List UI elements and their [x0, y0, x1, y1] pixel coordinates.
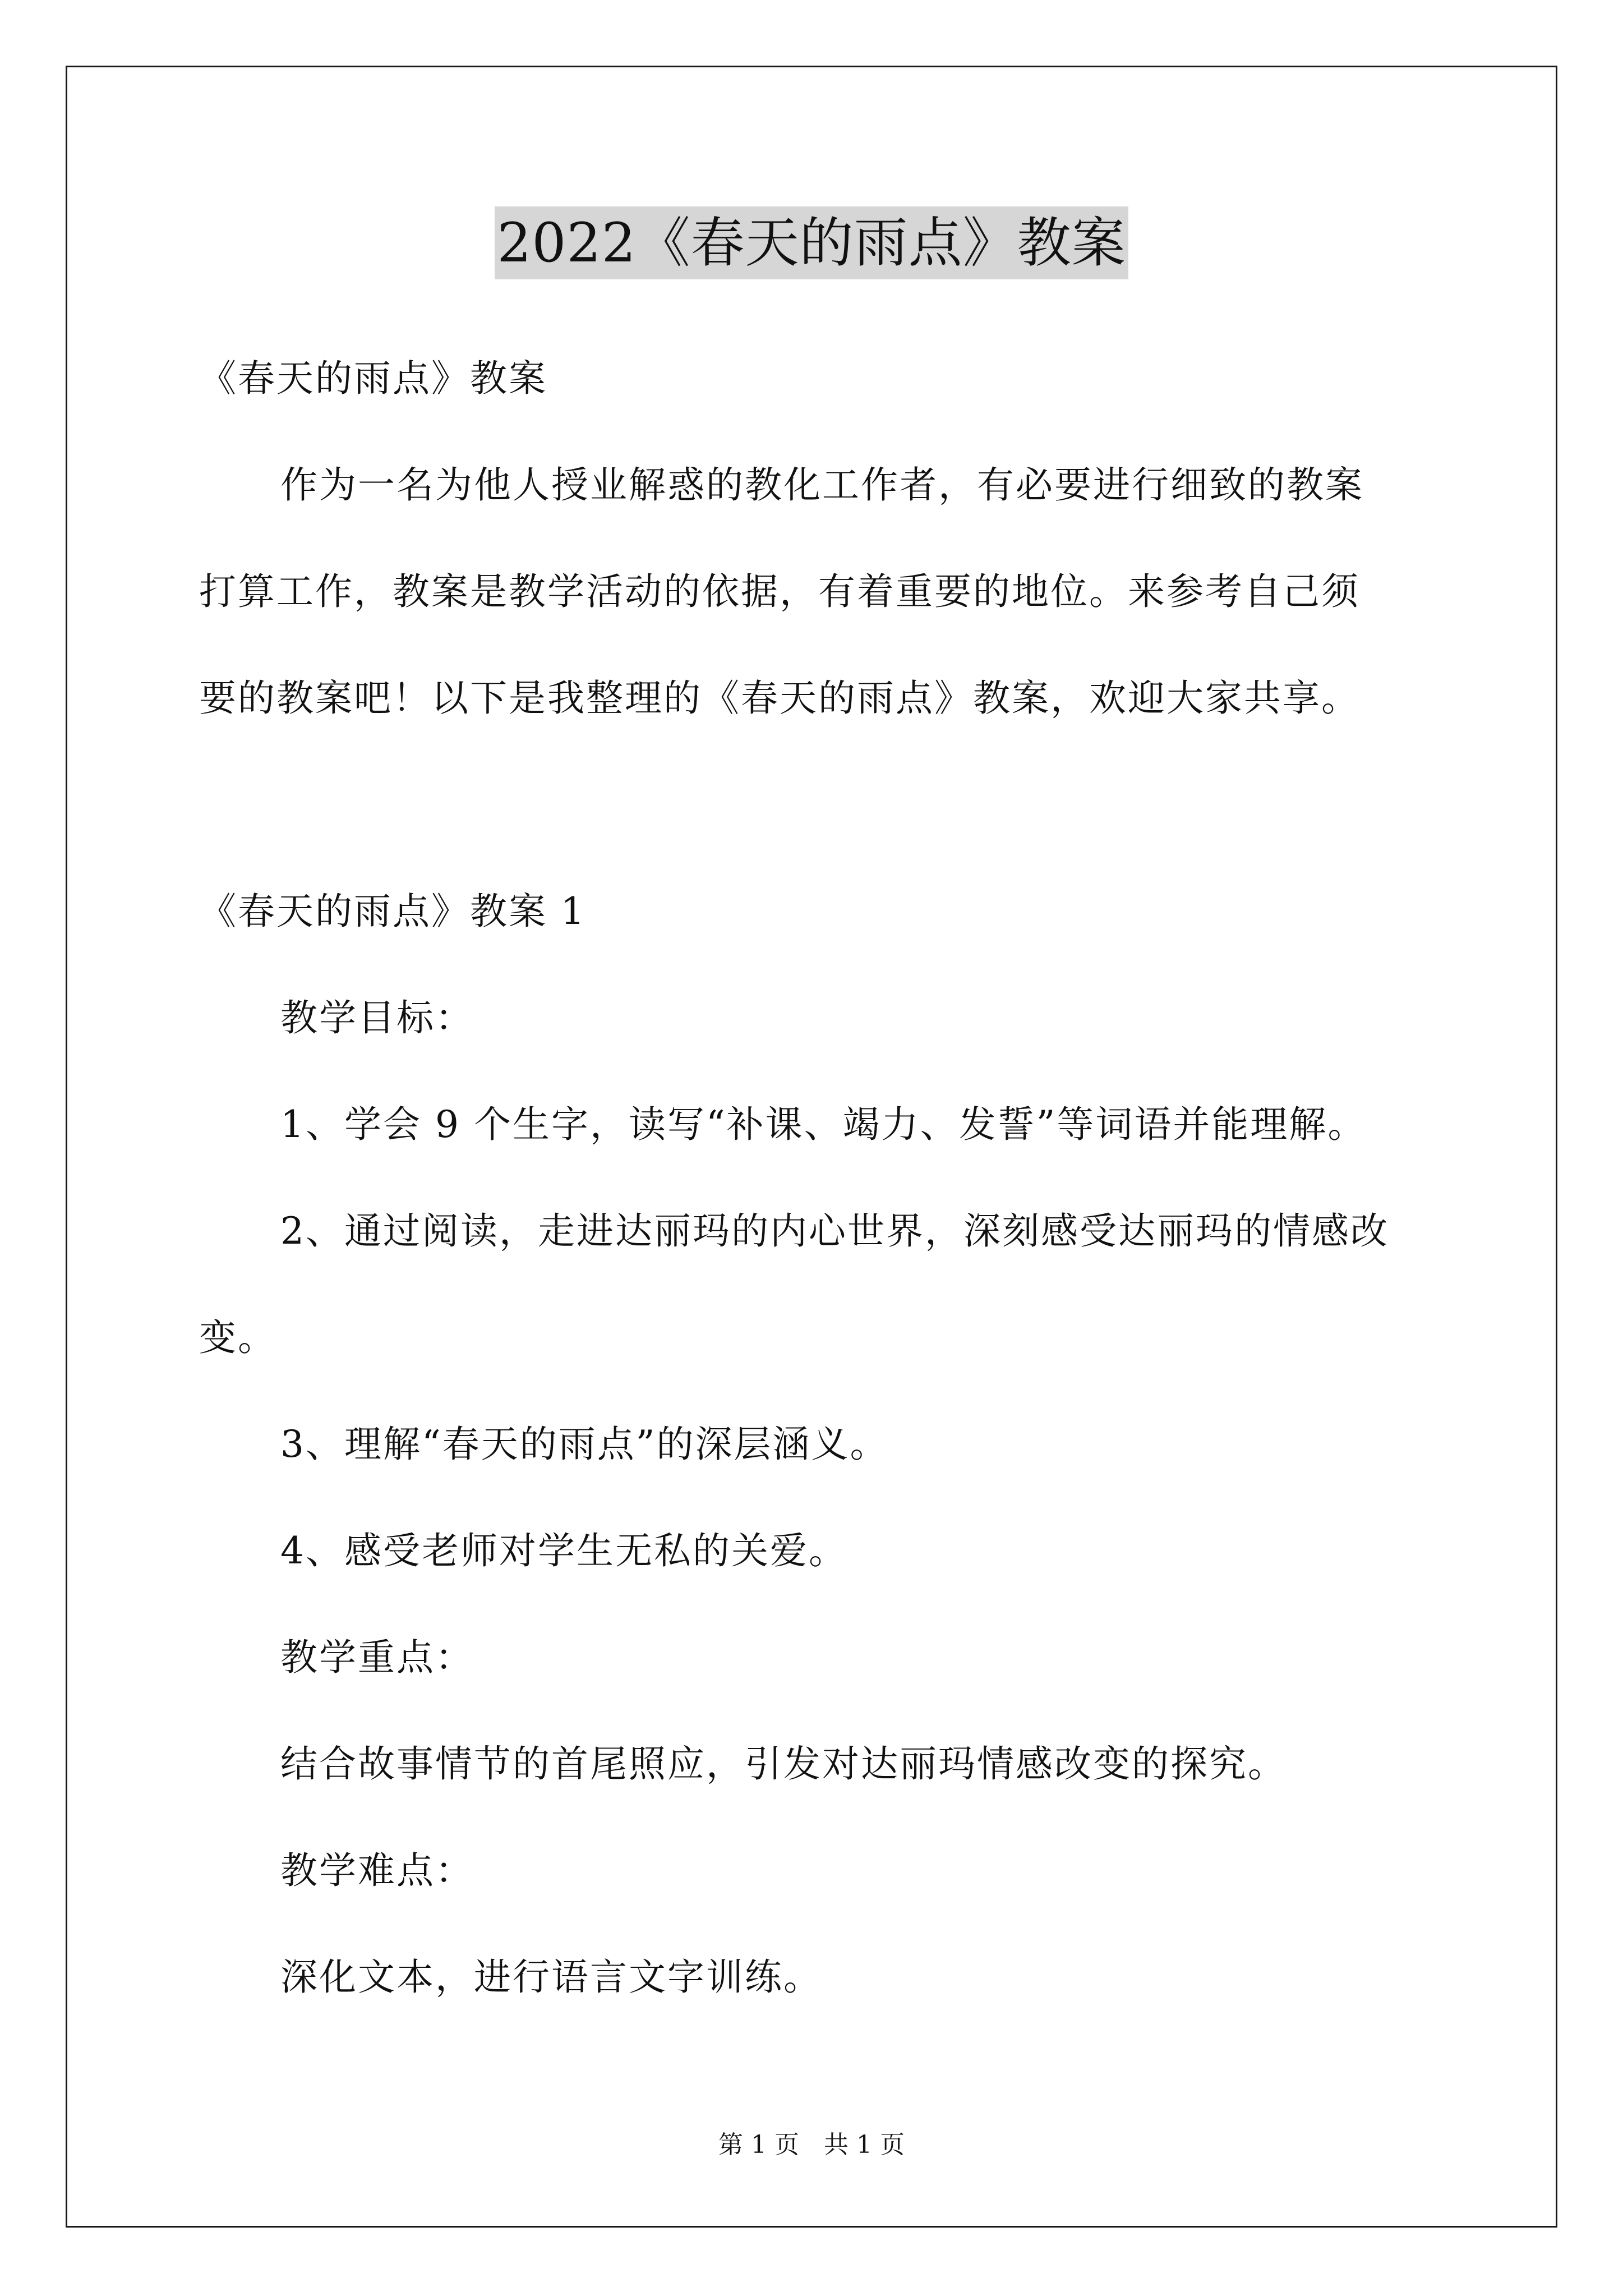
difficulties-text: 深化文本，进行语言文字训练。 — [280, 1955, 822, 1999]
subtitle: 《春天的雨点》教案 — [199, 357, 547, 400]
goal-1: 1、学会 9 个生字，读写“补课、竭力、发誓”等词语并能理解。 — [280, 1103, 1367, 1146]
goal-2: 2、通过阅读，走进达丽玛的内心世界，深刻感受达丽玛的情感改 — [280, 1209, 1389, 1253]
key-points-heading: 教学重点： — [280, 1636, 474, 1679]
title-wrap — [0, 206, 1623, 279]
difficulties-heading: 教学难点： — [280, 1849, 474, 1892]
page-footer: 第 1 页 共 1 页 — [718, 2131, 905, 2159]
section-heading-1: 《春天的雨点》教案 1 — [199, 890, 586, 933]
intro-line-1: 作为一名为他人授业解惑的教化工作者，有必要进行细致的教案 — [280, 463, 1364, 507]
goals-heading: 教学目标： — [280, 996, 474, 1039]
document-title: 2022《春天的雨点》教案 — [495, 206, 1128, 279]
goal-4: 4、感受老师对学生无私的关爱。 — [280, 1529, 847, 1572]
goal-2-continued: 变。 — [199, 1316, 276, 1359]
goal-3: 3、理解“春天的雨点”的深层涵义。 — [280, 1423, 889, 1466]
key-points-text: 结合故事情节的首尾照应，引发对达丽玛情感改变的探究。 — [280, 1742, 1287, 1786]
intro-line-3: 要的教案吧！以下是我整理的《春天的雨点》教案，欢迎大家共享。 — [199, 677, 1360, 720]
intro-line-2: 打算工作，教案是教学活动的依据，有着重要的地位。来参考自己须 — [199, 570, 1360, 613]
